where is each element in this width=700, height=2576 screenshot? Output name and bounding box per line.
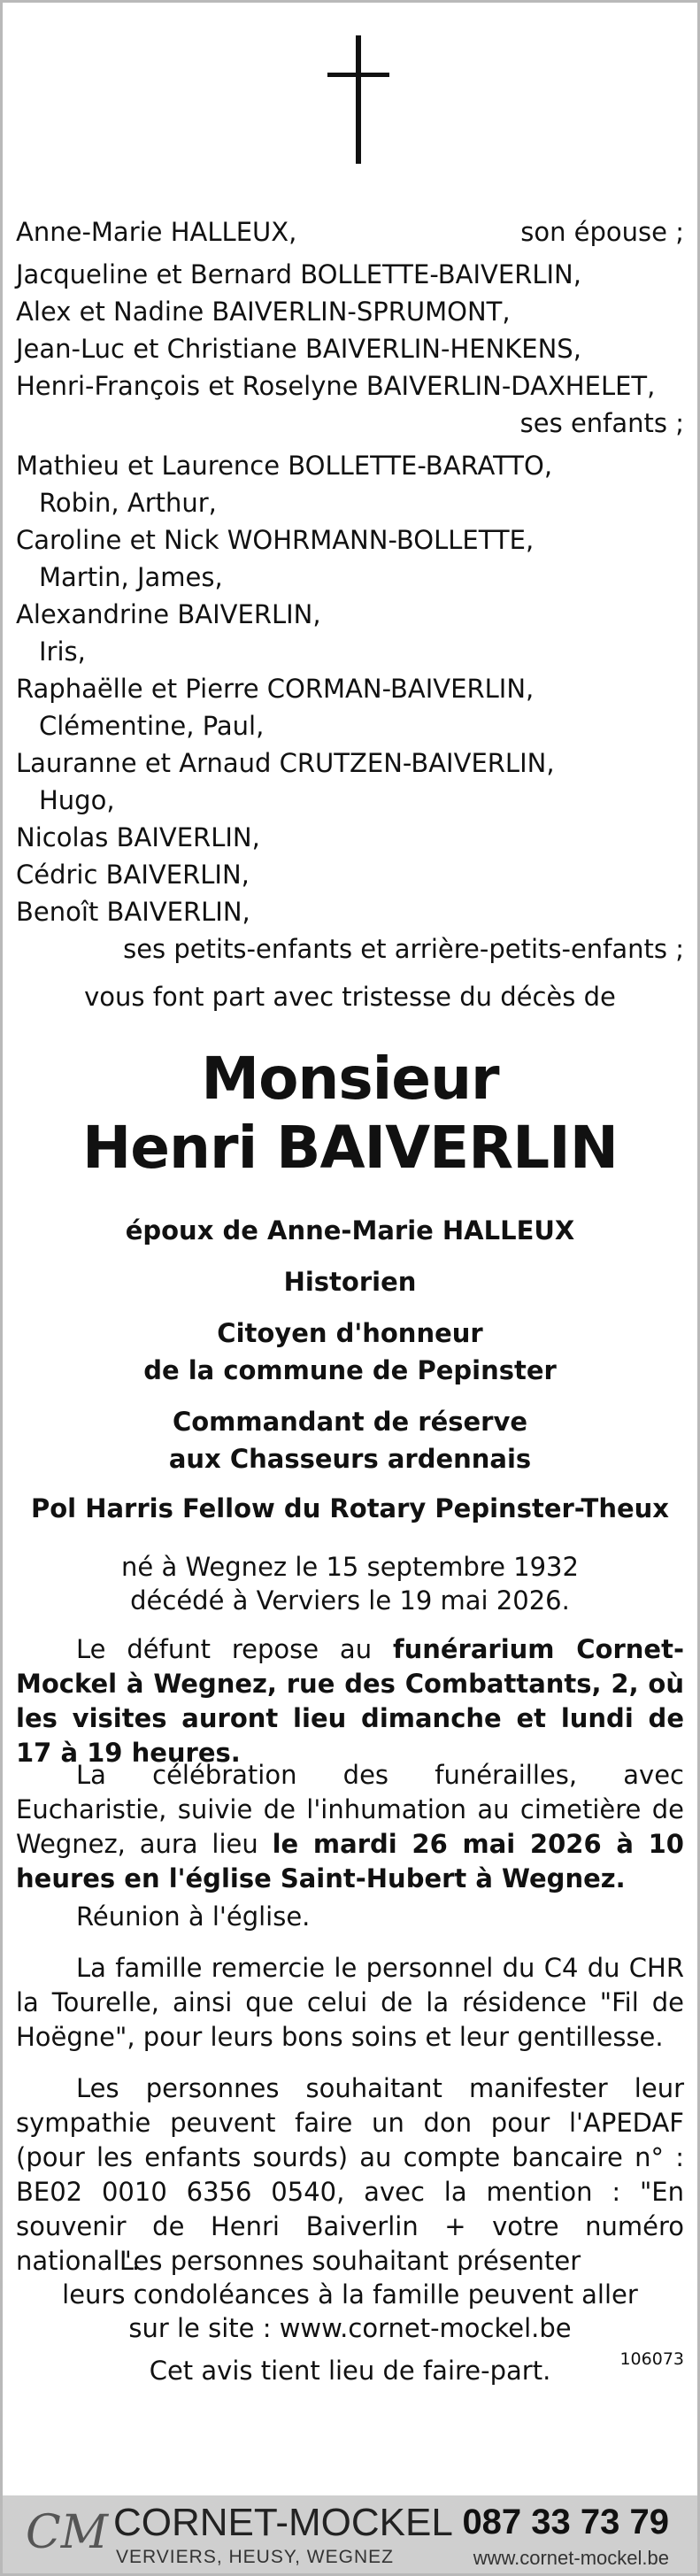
deceased-title: Monsieur: [201, 1045, 499, 1113]
funeral-text: La célébration des funérailles, avec Eucharistie, suivie de l'inhumation au cimetière de Wegnez, aura lieu: [16, 1760, 684, 1859]
brand-places: VERVIERS, HEUSY, WEGNEZ: [116, 2547, 394, 2567]
closing-line: Les personnes souhaitant présenter: [119, 2246, 581, 2276]
cross-icon: [327, 35, 389, 164]
reference-number: 106073: [619, 2349, 684, 2369]
closing-line: sur le site : www.cornet-mockel.be: [128, 2313, 572, 2343]
brand-name: CORNET-MOCKEL: [113, 2501, 453, 2544]
title-line: de la commune de Pepinster: [143, 1355, 557, 1385]
birth-date: né à Wegnez le 15 septembre 1932: [121, 1552, 579, 1582]
website-link[interactable]: www.cornet-mockel.be: [473, 2547, 669, 2569]
child-line: Alex et Nadine BAIVERLIN-SPRUMONT,: [16, 297, 511, 327]
visitation-details: funérarium Cornet-Mockel à Wegnez, rue des Combattants, 2, où les visites auront lieu dimanche et lundi de 17 à 19 heures.: [16, 1634, 684, 1768]
grandchild-line: Mathieu et Laurence BOLLETTE-BARATTO,: [16, 451, 553, 481]
reunion-paragraph: [16, 1900, 684, 1934]
grandchild-line: Raphaëlle et Pierre CORMAN-BAIVERLIN,: [16, 674, 535, 704]
title-line: aux Chasseurs ardennais: [168, 1444, 532, 1474]
title-line: Pol Harris Fellow du Rotary Pepinster-Theux: [30, 1493, 670, 1523]
title-line: Citoyen d'honneur: [217, 1318, 483, 1348]
funeral-home-footer: [3, 2495, 697, 2573]
child-line: Jacqueline et Bernard BOLLETTE-BAIVERLIN,: [16, 259, 581, 289]
visitation-paragraph: [16, 1632, 684, 1770]
spouse-role: son épouse ;: [520, 217, 684, 247]
grandchildren-role: ses petits-enfants et arrière-petits-enfants ;: [123, 934, 684, 964]
child-line: Jean-Luc et Christiane BAIVERLIN-HENKENS,: [16, 334, 581, 364]
grandchild-line: Cédric BAIVERLIN,: [16, 860, 250, 890]
child-line: Henri-François et Roselyne BAIVERLIN-DAXHELET,: [16, 371, 656, 401]
grandchild-line: Robin, Arthur,: [39, 488, 217, 518]
grandchild-line: Iris,: [39, 636, 86, 667]
thanks-paragraph: [16, 1951, 684, 2055]
title-line: Commandant de réserve: [172, 1407, 528, 1437]
spouse-name: Anne-Marie HALLEUX,: [16, 217, 297, 247]
grandchild-line: Hugo,: [39, 785, 115, 815]
visitation-text: Le défunt repose au: [76, 1634, 393, 1664]
grandchild-line: Clémentine, Paul,: [39, 711, 265, 741]
cm-logo: CM: [26, 2506, 109, 2559]
reunion-text: Réunion à l'église.: [76, 1901, 311, 1932]
announcement-text: vous font part avec tristesse du décès de: [84, 982, 616, 1012]
title-line: époux de Anne-Marie HALLEUX: [125, 1215, 575, 1246]
grandchild-line: Martin, James,: [39, 562, 223, 592]
death-date: décédé à Verviers le 19 mai 2026.: [130, 1585, 570, 1616]
grandchild-line: Nicolas BAIVERLIN,: [16, 822, 260, 852]
grandchild-line: Lauranne et Arnaud CRUTZEN-BAIVERLIN,: [16, 748, 555, 778]
closing-line: Cet avis tient lieu de faire-part.: [149, 2356, 551, 2386]
title-line: Historien: [283, 1267, 417, 1297]
deceased-name: Henri BAIVERLIN: [82, 1114, 618, 1182]
children-role: ses enfants ;: [519, 408, 684, 438]
phone-number: 087 33 73 79: [462, 2503, 669, 2541]
grandchild-line: Caroline et Nick WOHRMANN-BOLLETTE,: [16, 525, 535, 555]
grandchild-line: Alexandrine BAIVERLIN,: [16, 599, 321, 629]
donation-text: Les personnes souhaitant manifester leur sympathie peuvent faire un don pour l'APEDAF (pour les enfants sourds) au compte bancaire n° : BE02 0010 6356 0540, avec la mention : "En souvenir de Henri Baiverlin + votre numéro national".: [16, 2073, 684, 2276]
funeral-details: le mardi 26 mai 2026 à 10 heures en l'église Saint-Hubert à Wegnez.: [16, 1829, 684, 1893]
grandchild-line: Benoît BAIVERLIN,: [16, 897, 250, 927]
funeral-paragraph: [16, 1758, 684, 1896]
thanks-text: La famille remercie le personnel du C4 du CHR la Tourelle, ainsi que celui de la résidence "Fil de Hoëgne", pour leurs bons soins et leur gentillesse.: [16, 1953, 684, 2052]
closing-line: leurs condoléances à la famille peuvent aller: [62, 2279, 638, 2310]
